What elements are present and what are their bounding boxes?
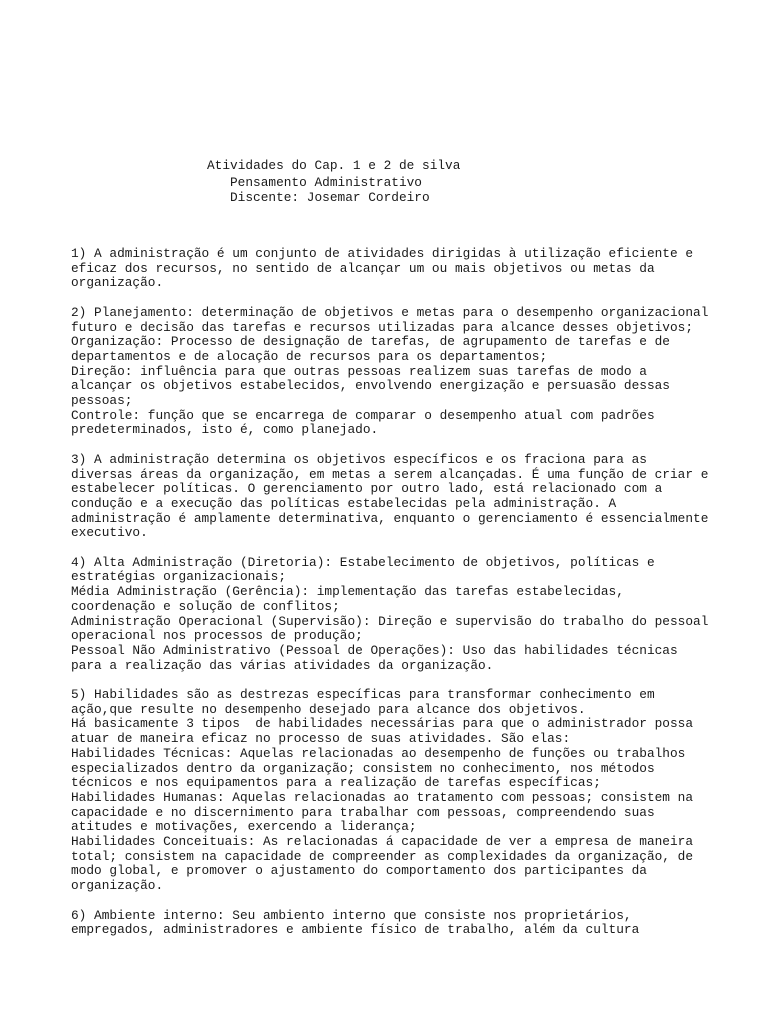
paragraph-line: Controle: função que se encarrega de comparar o desempenho atual com padrões xyxy=(71,407,655,423)
paragraph-line: atuar de maneira eficaz no processo de suas atividades. São elas: xyxy=(71,731,571,747)
paragraph-line: Habilidades Técnicas: Aquelas relacionadas ao desempenho de funções ou trabalhos xyxy=(71,745,686,761)
paragraph-line: Habilidades Conceituais: As relacionadas á capacidade de ver a empresa de maneira xyxy=(71,834,694,850)
paragraph-line: pessoas; xyxy=(71,393,133,409)
paragraph-line: predeterminados, isto é, como planejado. xyxy=(71,422,379,438)
paragraph-line: administração é amplamente determinativa, enquanto o gerenciamento é essencialmente xyxy=(71,510,709,526)
paragraph-4 xyxy=(71,556,711,674)
paragraph-line: Média Administração (Gerência): implementação das tarefas estabelecidas, xyxy=(71,584,624,600)
paragraph-line: departamentos e de alocação de recursos para os departamentos; xyxy=(71,348,548,364)
paragraph-5 xyxy=(71,688,711,894)
paragraph-line: atitudes e motivações, exercendo a liderança; xyxy=(71,819,417,835)
paragraph-line: empregados, administradores e ambiente físico de trabalho, além da cultura xyxy=(71,922,640,938)
paragraph-3 xyxy=(71,453,711,541)
document-subtitle: Pensamento Administrativo xyxy=(230,174,422,190)
paragraph-line: Habilidades Humanas: Aquelas relacionadas ao tratamento com pessoas; consistem na xyxy=(71,789,694,805)
paragraph-line: modo global, e promover o ajustamento do comportamento dos participantes da xyxy=(71,863,647,879)
paragraph-line: ação,que resulte no desempenho desejado para alcance dos objetivos. xyxy=(71,701,586,717)
paragraph-line: Pessoal Não Administrativo (Pessoal de Operações): Uso das habilidades técnicas xyxy=(71,642,678,658)
paragraph-line: executivo. xyxy=(71,525,148,541)
paragraph-line: Direção: influência para que outras pessoas realizem suas tarefas de modo a xyxy=(71,363,647,379)
paragraph-line: organização. xyxy=(71,878,164,894)
paragraph-line: 2) Planejamento: determinação de objetivos e metas para o desempenho organizacional xyxy=(71,304,709,320)
paragraph-line: futuro e decisão das tarefas e recursos utilizadas para alcance desses objetivos; xyxy=(71,319,694,335)
document-body xyxy=(71,247,711,953)
paragraph-line: 6) Ambiente interno: Seu ambiento interno que consiste nos proprietários, xyxy=(71,907,632,923)
paragraph-line: eficaz dos recursos, no sentido de alcançar um ou mais objetivos ou metas da xyxy=(71,260,655,276)
paragraph-line: condução e a execução das políticas estabelecidas pela administração. A xyxy=(71,495,617,511)
paragraph-line: estratégias organizacionais; xyxy=(71,569,287,585)
paragraph-line: estabelecer políticas. O gerenciamento por outro lado, está relacionado com a xyxy=(71,481,663,497)
paragraph-line: alcançar os objetivos estabelecidos, envolvendo energização e persuasão dessas xyxy=(71,378,670,394)
paragraph-2 xyxy=(71,306,711,438)
paragraph-line: especializados dentro da organização; consistem no conhecimento, nos métodos xyxy=(71,760,655,776)
paragraph-line: 4) Alta Administração (Diretoria): Estabelecimento de objetivos, políticas e xyxy=(71,554,655,570)
document-title: Atividades do Cap. 1 e 2 de silva xyxy=(207,158,461,173)
paragraph-line: capacidade e no discernimento para trabalhar com pessoas, compreendendo suas xyxy=(71,804,655,820)
paragraph-line: 5) Habilidades são as destrezas específicas para transformar conhecimento em xyxy=(71,687,655,703)
paragraph-line: Há basicamente 3 tipos de habilidades necessárias para que o administrador possa xyxy=(71,716,694,732)
paragraph-line: total; consistem na capacidade de compreender as complexidades da organização, de xyxy=(71,848,694,864)
paragraph-line: organização. xyxy=(71,275,164,291)
paragraph-line: para a realização das várias atividades da organização. xyxy=(71,657,494,673)
paragraph-1 xyxy=(71,247,711,291)
document-author: Discente: Josemar Cordeiro xyxy=(230,189,430,205)
paragraph-line: operacional nos processos de produção; xyxy=(71,628,363,644)
paragraph-line: coordenação e solução de conflitos; xyxy=(71,598,340,614)
paragraph-6 xyxy=(71,909,711,938)
paragraph-line: técnicos e nos equipamentos para a realização de tarefas específicas; xyxy=(71,775,601,791)
paragraph-line: 1) A administração é um conjunto de atividades dirigidas à utilização eficiente e xyxy=(71,246,694,261)
paragraph-line: 3) A administração determina os objetivos específicos e os fraciona para as xyxy=(71,451,647,467)
paragraph-line: Organização: Processo de designação de tarefas, de agrupamento de tarefas e de xyxy=(71,334,670,350)
paragraph-line: Administração Operacional (Supervisão): Direção e supervisão do trabalho do pessoal xyxy=(71,613,709,629)
paragraph-line: diversas áreas da organização, em metas a serem alcançadas. É uma função de criar e xyxy=(71,466,709,482)
